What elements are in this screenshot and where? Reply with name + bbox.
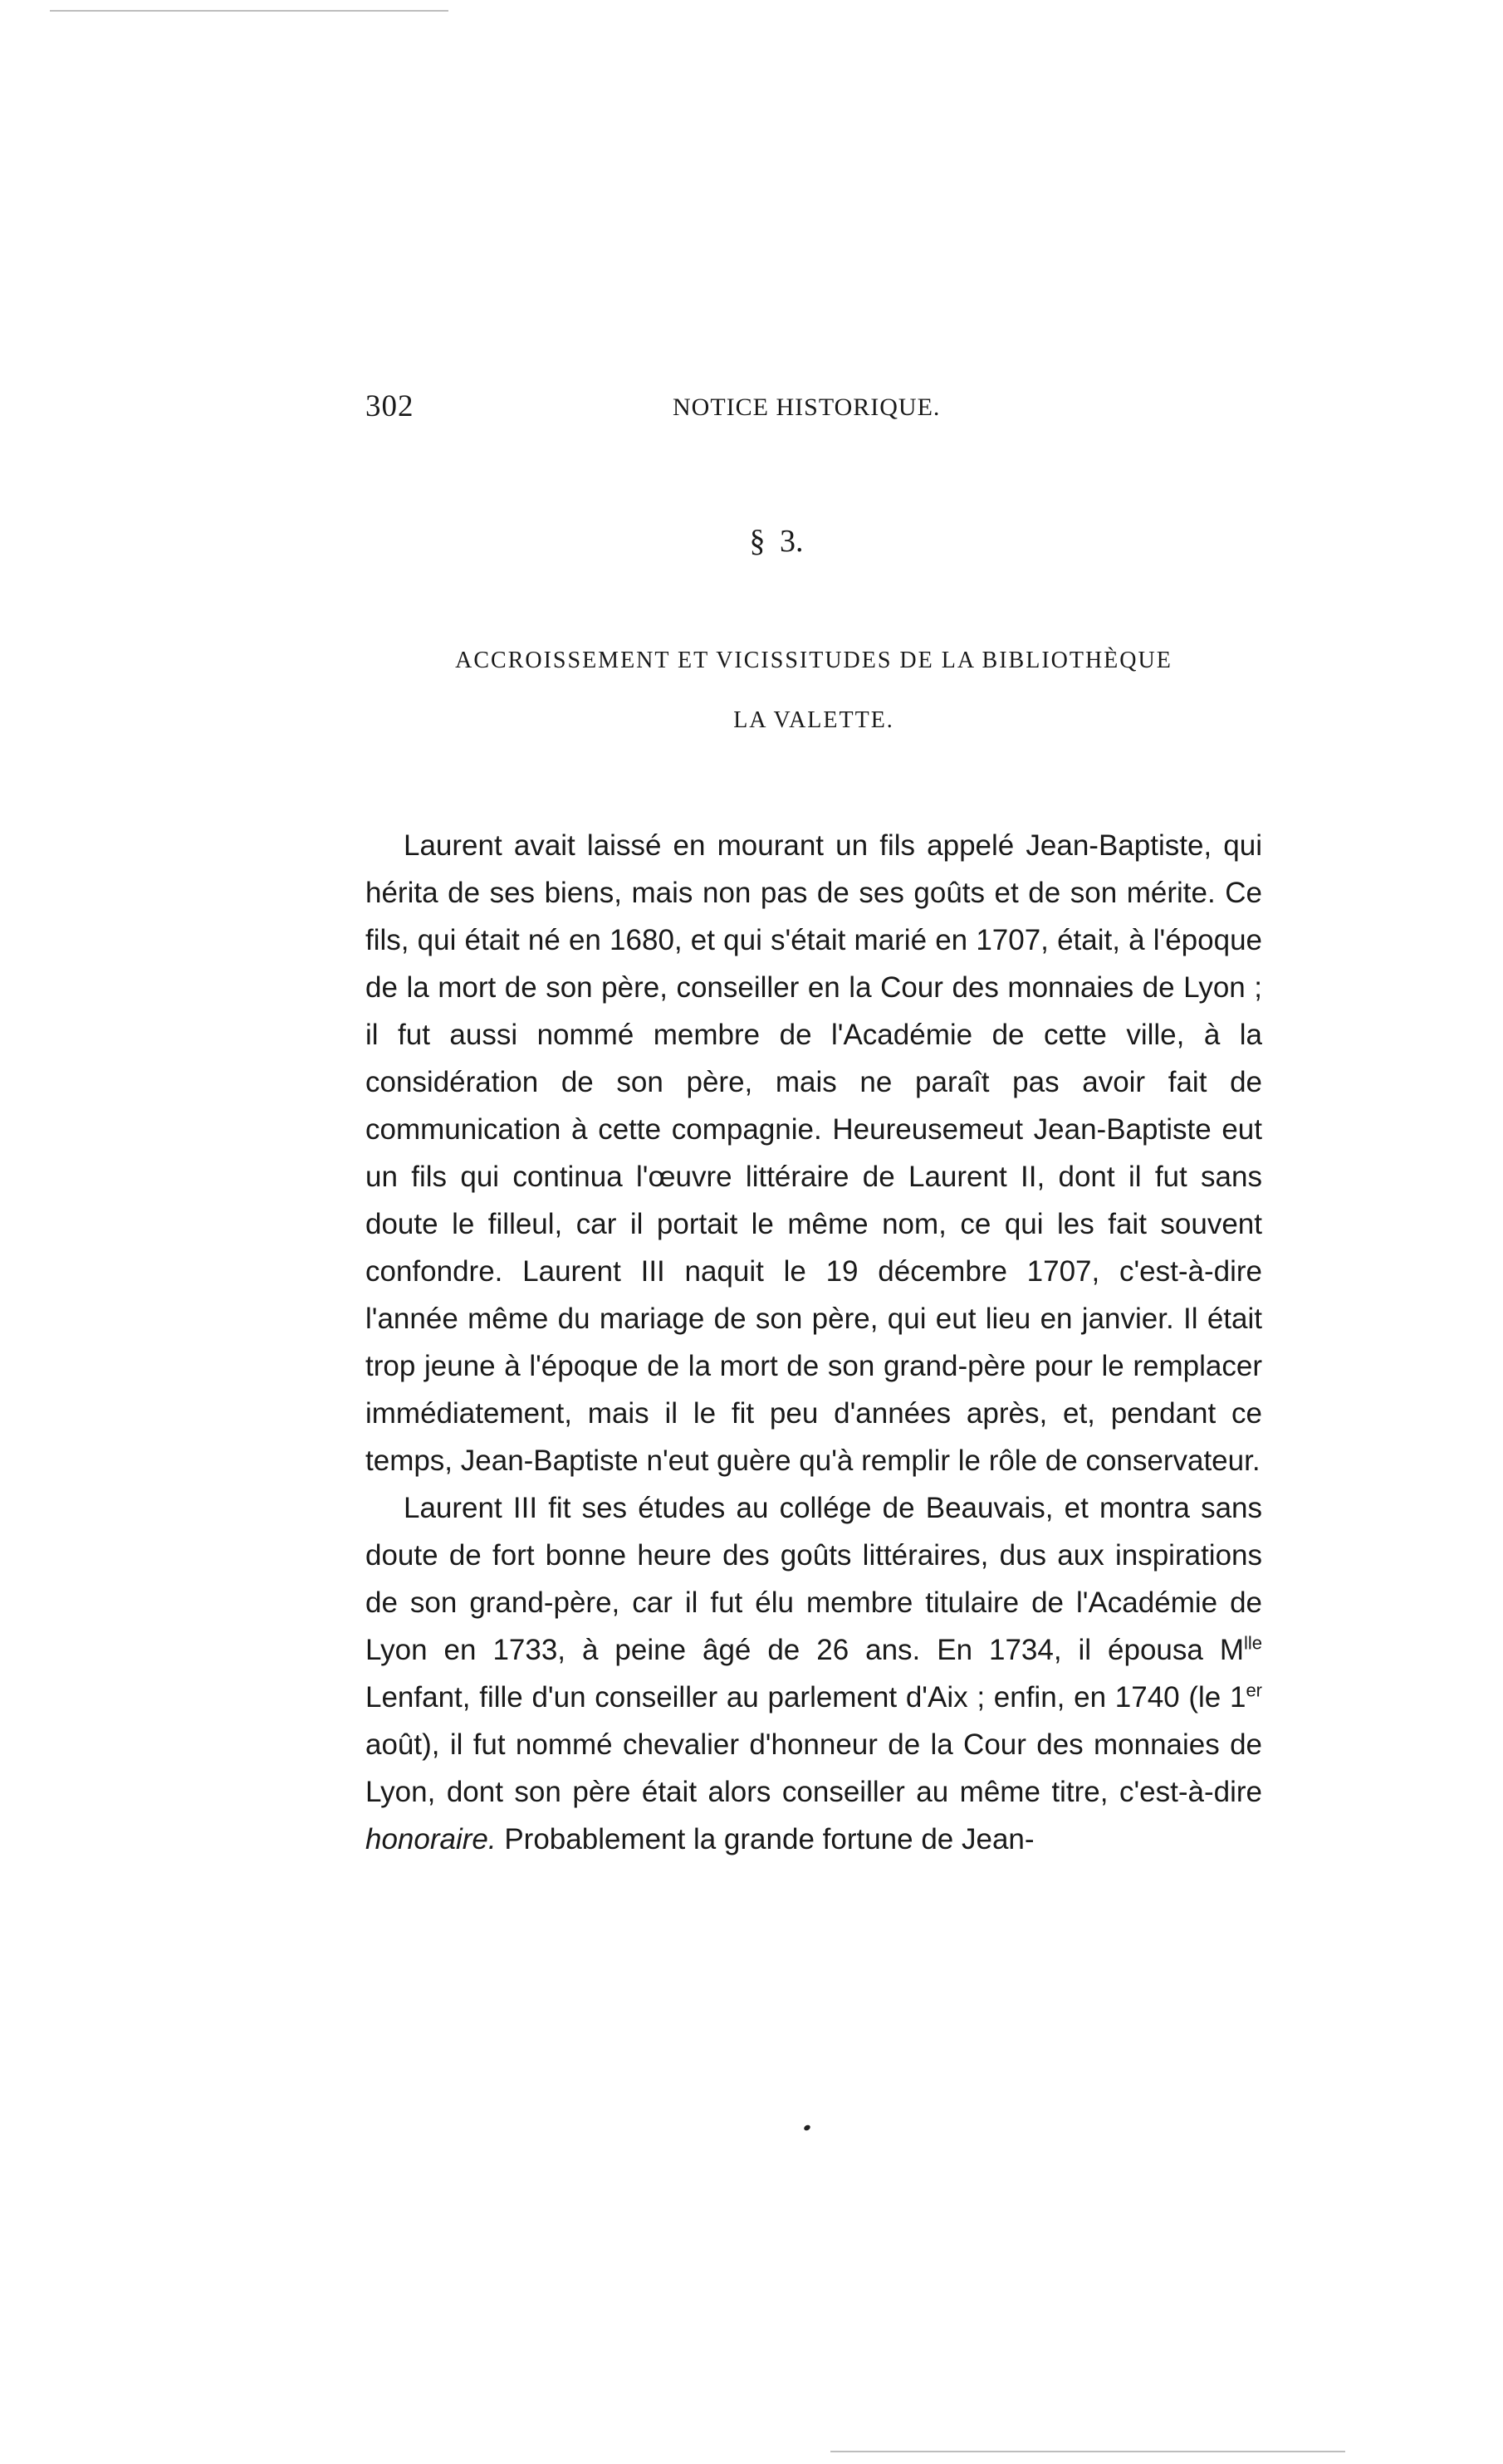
- paragraph: [365, 1484, 1262, 1863]
- chapter-heading-line-2: LA VALETTE.: [733, 707, 894, 733]
- section-number: 3.: [780, 524, 804, 559]
- ink-speck: [803, 2124, 811, 2131]
- paragraph-text: Lenfant, fille d'un conseiller au parlement d'Aix ; enfin, en 1740 (le 1: [365, 1681, 1246, 1714]
- italic-text: honoraire.: [365, 1823, 497, 1855]
- chapter-heading-line-1: ACCROISSEMENT ET VICISSITUDES DE LA BIBLIOTHÈQUE: [455, 648, 1173, 673]
- bottom-edge-rule: [830, 2451, 1345, 2452]
- section-marker: [0, 523, 1503, 560]
- paragraph-text: Laurent III fit ses études au collége de Beauvais, et montra sans doute de fort bonne heure des goûts littéraires, dus aux inspirations de son grand-père, car il fut élu membre titulaire de l'Académie de Lyon en 1733, à peine âgé de 26 ans. En 1734, il épousa M: [365, 1492, 1262, 1666]
- superscript-text: er: [1246, 1679, 1262, 1701]
- running-head: [365, 389, 1262, 430]
- paragraph-text: août), il fut nommé chevalier d'honneur de la Cour des monnaies de Lyon, dont son père était alors conseiller au même titre, c'est-à-dire: [365, 1728, 1262, 1808]
- body-text: [365, 822, 1262, 1863]
- paragraph: [365, 822, 1262, 1484]
- top-edge-rule: [50, 10, 448, 12]
- paragraph-text: Probablement la grande fortune de Jean-: [496, 1823, 1035, 1855]
- paragraph-text: Laurent avait laissé en mourant un fils appelé Jean-Baptiste, qui hérita de ses biens, mais non pas de ses goûts et de son mérite. Ce fils, qui était né en 1680, et qui s'était marié en 1707, était, à l'époque de la mort de son père, conseiller en la Cour des monnaies de Lyon ; il fut aussi nommé membre de l'Académie de cette ville, à la considération de son père, mais ne paraît pas avoir fait de communication à cette compagnie. Heureusemeut Jean-Baptiste eut un fils qui continua l'œuvre littéraire de Laurent II, dont il fut sans doute le filleul, car il portait le même nom, ce qui les fait souvent confondre. Laurent III naquit le 19 décembre 1707, c'est-à-dire l'année même du mariage de son père, qui eut lieu en janvier. Il était trop jeune à l'époque de la mort de son grand-père pour le remplacer immédiatement, mais il le fit peu d'années après, et, pendant ce temps, Jean-Baptiste n'eut guère qu'à remplir le rôle de conservateur.: [365, 829, 1262, 1477]
- superscript-text: lle: [1243, 1632, 1262, 1654]
- running-title: NOTICE HISTORIQUE.: [673, 394, 941, 421]
- page-number: 302: [365, 389, 414, 423]
- section-symbol: §: [749, 524, 766, 559]
